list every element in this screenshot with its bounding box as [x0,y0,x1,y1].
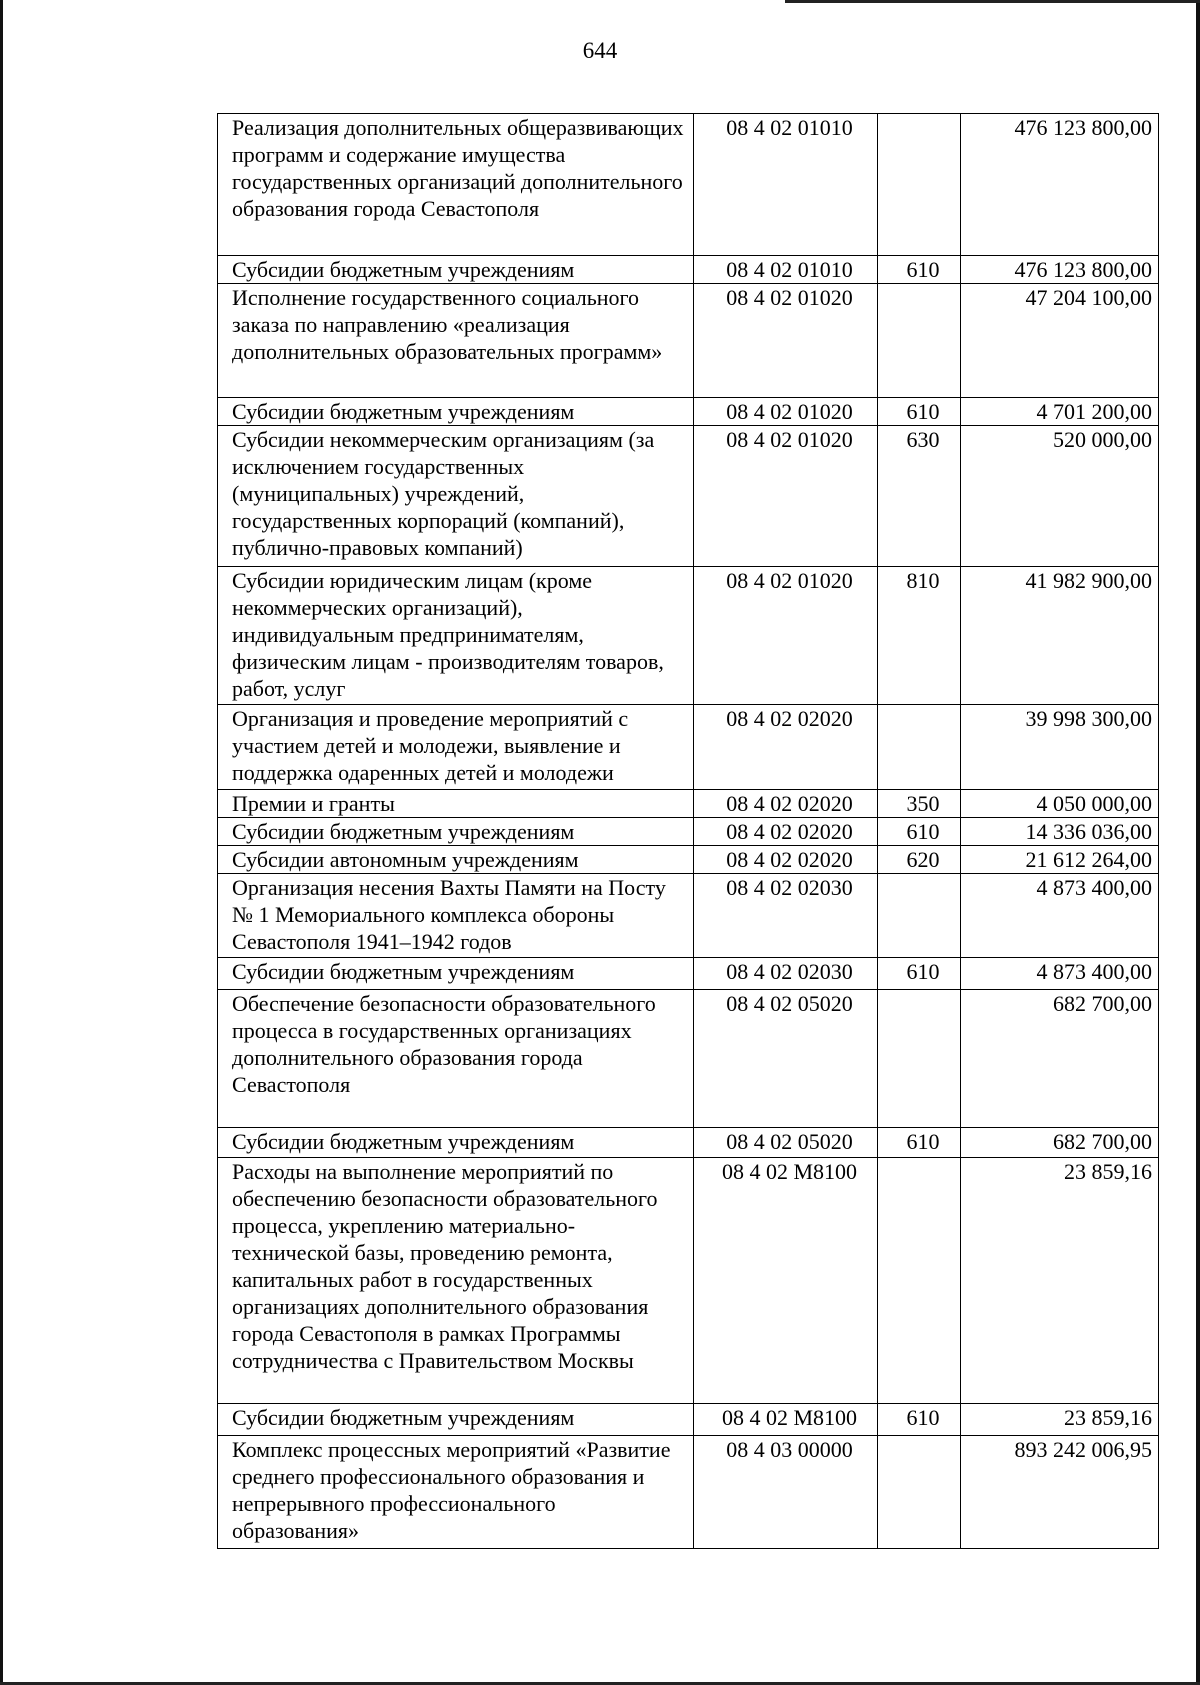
row-sum: 4 873 400,00 [961,874,1159,958]
row-code: 08 4 02 01020 [694,426,878,567]
row-expense-type: 610 [878,818,961,846]
scan-border-right [1196,0,1200,1685]
row-sum: 4 050 000,00 [961,790,1159,818]
row-name: Организация несения Вахты Памяти на Посту № 1 Мемориального комплекса обороны Севастополя 1941–1942 годов [218,874,694,958]
budget-table-body [218,114,1159,1549]
row-code: 08 4 02 02030 [694,958,878,990]
row-sum: 682 700,00 [961,990,1159,1128]
row-sum: 23 859,16 [961,1404,1159,1436]
row-sum: 682 700,00 [961,1128,1159,1158]
row-expense-type [878,284,961,398]
scan-border-top [785,0,1200,3]
table-row [218,1404,1159,1436]
row-code: 08 4 02 02030 [694,874,878,958]
row-expense-type: 610 [878,256,961,284]
table-row [218,790,1159,818]
row-sum: 39 998 300,00 [961,705,1159,790]
row-sum: 476 123 800,00 [961,114,1159,256]
row-sum: 47 204 100,00 [961,284,1159,398]
row-name: Комплекс процессных мероприятий «Развитие среднего профессионального образования и непрерывного профессионального образования» [218,1436,694,1549]
row-sum: 41 982 900,00 [961,567,1159,705]
row-code: 08 4 02 05020 [694,1128,878,1158]
row-expense-type [878,1436,961,1549]
row-sum: 14 336 036,00 [961,818,1159,846]
row-name: Премии и гранты [218,790,694,818]
table-row [218,958,1159,990]
table-row [218,1158,1159,1404]
table-row [218,874,1159,958]
row-expense-type: 810 [878,567,961,705]
table-row [218,705,1159,790]
row-name: Обеспечение безопасности образовательного процесса в государственных организациях дополнительного образования города Севастополя [218,990,694,1128]
table-row [218,256,1159,284]
row-sum: 476 123 800,00 [961,256,1159,284]
row-expense-type [878,990,961,1128]
row-code: 08 4 02 01020 [694,284,878,398]
page-number: 644 [582,38,618,63]
table-row [218,567,1159,705]
row-code: 08 4 02 05020 [694,990,878,1128]
scan-border-left [0,0,3,1685]
row-expense-type: 610 [878,1404,961,1436]
table-row [218,846,1159,874]
row-name: Организация и проведение мероприятий с участием детей и молодежи, выявление и поддержка одаренных детей и молодежи [218,705,694,790]
row-name: Субсидии юридическим лицам (кроме некоммерческих организаций), индивидуальным предпринимателям, физическим лицам - производителям товаров, работ, услуг [218,567,694,705]
table-row [218,1436,1159,1549]
row-expense-type [878,874,961,958]
table-row [218,114,1159,256]
row-name: Субсидии бюджетным учреждениям [218,256,694,284]
row-sum: 21 612 264,00 [961,846,1159,874]
row-sum: 4 873 400,00 [961,958,1159,990]
table-row [218,1128,1159,1158]
row-expense-type: 610 [878,398,961,426]
row-name: Расходы на выполнение мероприятий по обеспечению безопасности образовательного процесса, укреплению материально-технической базы, проведению ремонта, капитальных работ в государственных организациях дополнительного образования города Севастополя в рамках Программы сотрудничества с Правительством Москвы [218,1158,694,1404]
row-name: Субсидии бюджетным учреждениям [218,1128,694,1158]
row-code: 08 4 02 01010 [694,256,878,284]
row-name: Субсидии бюджетным учреждениям [218,818,694,846]
row-name: Реализация дополнительных общеразвивающих программ и содержание имущества государственных организаций дополнительного образования города Севастополя [218,114,694,256]
table-row [218,426,1159,567]
row-expense-type [878,1158,961,1404]
row-sum: 4 701 200,00 [961,398,1159,426]
table-row [218,398,1159,426]
row-code: 08 4 02 01010 [694,114,878,256]
table-row [218,990,1159,1128]
row-name: Субсидии бюджетным учреждениям [218,958,694,990]
row-expense-type: 350 [878,790,961,818]
row-sum: 520 000,00 [961,426,1159,567]
row-code: 08 4 03 00000 [694,1436,878,1549]
row-name: Субсидии некоммерческим организациям (за исключением государственных (муниципальных) учреждений, государственных корпораций (компаний), публично-правовых компаний) [218,426,694,567]
row-expense-type [878,114,961,256]
row-expense-type: 620 [878,846,961,874]
table-row [218,818,1159,846]
row-expense-type [878,705,961,790]
row-code: 08 4 02 M8100 [694,1158,878,1404]
row-code: 08 4 02 M8100 [694,1404,878,1436]
table-row [218,284,1159,398]
row-sum: 23 859,16 [961,1158,1159,1404]
row-sum: 893 242 006,95 [961,1436,1159,1549]
row-expense-type: 610 [878,1128,961,1158]
row-code: 08 4 02 01020 [694,567,878,705]
row-name: Субсидии автономным учреждениям [218,846,694,874]
row-code: 08 4 02 02020 [694,818,878,846]
budget-table [217,113,1159,1549]
row-name: Субсидии бюджетным учреждениям [218,1404,694,1436]
row-expense-type: 630 [878,426,961,567]
row-name: Исполнение государственного социального заказа по направлению «реализация дополнительных образовательных программ» [218,284,694,398]
row-expense-type: 610 [878,958,961,990]
row-code: 08 4 02 02020 [694,705,878,790]
row-code: 08 4 02 02020 [694,790,878,818]
row-name: Субсидии бюджетным учреждениям [218,398,694,426]
row-code: 08 4 02 01020 [694,398,878,426]
row-code: 08 4 02 02020 [694,846,878,874]
